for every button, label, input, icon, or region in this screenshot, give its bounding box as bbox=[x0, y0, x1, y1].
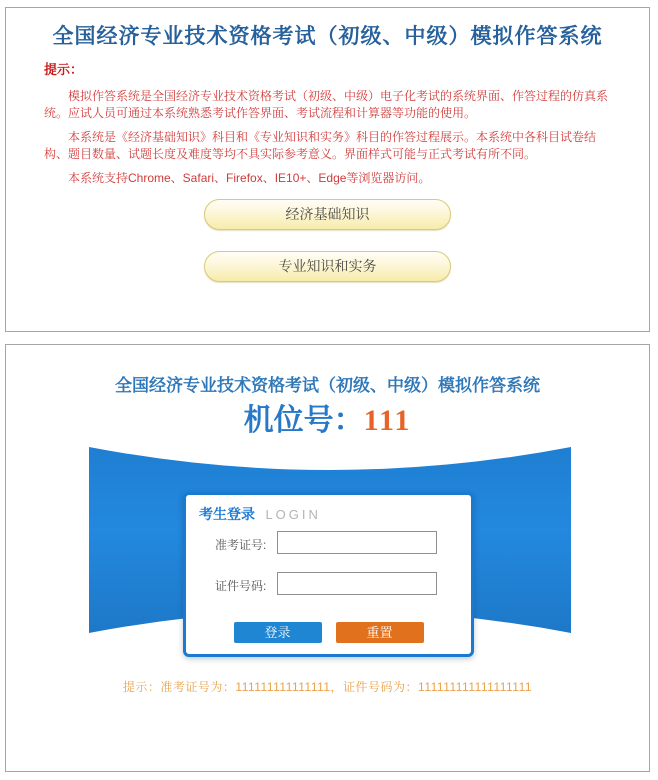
subject-button-professional-practice[interactable]: 专业知识和实务 bbox=[204, 251, 451, 282]
admission-ticket-input[interactable] bbox=[277, 531, 437, 554]
login-button[interactable]: 登录 bbox=[234, 622, 322, 643]
id-number-input[interactable] bbox=[277, 572, 437, 595]
tip-paragraph: 本系统支持Chrome、Safari、Firefox、IE10+、Edge等浏览器访问。 bbox=[68, 171, 431, 185]
login-card bbox=[183, 492, 474, 657]
intro-panel bbox=[5, 7, 650, 332]
admission-ticket-label: 准考证号: bbox=[215, 538, 267, 552]
subject-buttons bbox=[6, 199, 649, 282]
id-number-label: 证件号码: bbox=[215, 579, 267, 593]
login-card-header bbox=[199, 504, 321, 524]
tip-paragraph: 模拟作答系统是全国经济专业技术资格考试（初级、中级）电子化考试的系统界面、作答过程的仿真系统。应试人员可通过本系统熟悉考试作答界面、考试流程和计算器等功能的使用。 bbox=[44, 89, 609, 120]
subject-button-economic-basics[interactable]: 经济基础知识 bbox=[204, 199, 451, 230]
credentials-hint: 提示：准考证号为：111111111111111，证件号码为：111111111111111111 bbox=[122, 680, 533, 694]
reset-button[interactable]: 重置 bbox=[336, 622, 424, 643]
seat-number-value: 111 bbox=[363, 404, 412, 437]
login-card-buttons bbox=[186, 622, 471, 643]
admission-ticket-row bbox=[186, 531, 471, 554]
login-panel bbox=[5, 344, 650, 772]
tips-heading: 提示： bbox=[44, 62, 84, 77]
login-heading-cn: 考生登录 bbox=[199, 506, 255, 522]
login-heading-en: LOGIN bbox=[265, 507, 321, 522]
system-title: 全国经济专业技术资格考试（初级、中级）模拟作答系统 bbox=[52, 24, 603, 48]
id-number-row bbox=[186, 572, 471, 595]
seat-number-label: 机位号： bbox=[243, 404, 364, 437]
system-title: 全国经济专业技术资格考试（初级、中级）模拟作答系统 bbox=[115, 376, 540, 395]
tip-paragraph: 本系统是《经济基础知识》科目和《专业知识和实务》科目的作答过程展示。本系统中各科目试卷结构、题目数量、试题长度及难度等均不具实际参考意义。界面样式可能与正式考试有所不同。 bbox=[44, 130, 597, 161]
seat-number-line bbox=[6, 395, 649, 439]
tips-section bbox=[44, 59, 615, 194]
